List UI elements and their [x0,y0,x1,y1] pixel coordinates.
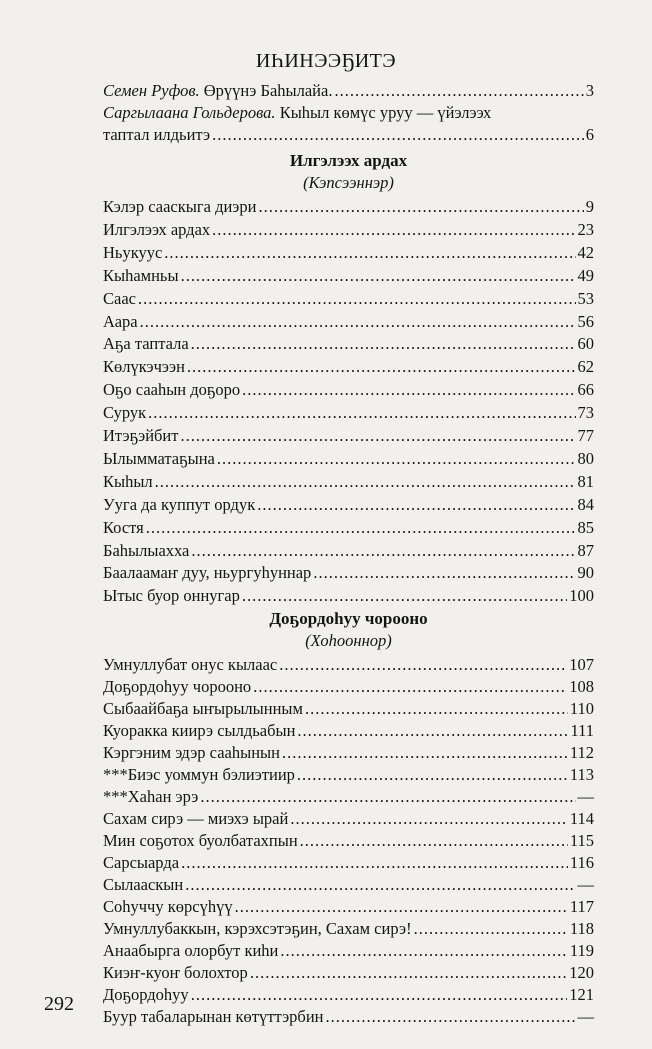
toc-entry [103,852,594,874]
dot-leader [164,242,575,264]
entry-title-continued: таптал илдьитэ [103,125,211,144]
entry-title: Итэҕэйбит [103,426,179,445]
entry-title: Кыһыл [103,471,153,491]
toc-entry [103,786,594,808]
toc-entry [103,585,594,607]
dot-leader [297,764,568,786]
toc-entry [103,124,594,146]
toc-entry [103,830,594,852]
entry-page: 80 [577,448,594,468]
entry-title: Сахам сирэ — миэхэ ырай [103,809,289,828]
entry-title: Көлүкэчээн [103,357,185,377]
entry-title: Баһылыахха [103,540,190,560]
entry-title: Кыһамньы [103,265,179,285]
section-heading: Илгэлээх ардах [289,151,408,170]
toc-entry [103,742,594,764]
toc-entry [103,494,594,516]
toc-entry-first-line [103,102,594,124]
entry-title: Куоракка киирэ сылдьабын [103,721,296,740]
dot-leader [257,494,575,516]
toc-entry [103,333,594,355]
dot-leader [185,874,575,896]
entry-page: 56 [577,311,594,331]
dot-leader [282,742,568,764]
dot-leader [250,962,567,984]
entry-page: 73 [577,403,594,423]
entry-page: 119 [569,941,594,960]
entry-page: 53 [577,288,594,308]
entry-title: Сылааскын [103,875,184,894]
entry-page: 114 [569,809,594,828]
dot-leader [280,940,567,962]
toc-entry [103,379,594,401]
entry-title: Умнуллубат онус кылаас [103,655,278,674]
entry-page: 117 [569,897,594,916]
section-subheading: (Кэпсээннэр) [303,173,394,192]
toc-entry [103,896,594,918]
dot-leader [191,540,575,562]
entry-title: Ууга да куппут ордук [103,494,256,514]
dot-leader [181,852,568,874]
dot-leader [253,676,567,698]
toc-entry [103,219,594,241]
entry-title: Костя [103,517,144,537]
toc-entry [103,425,594,447]
dot-leader [191,333,576,355]
toc-entry [103,764,594,786]
entry-page: — [577,1007,594,1026]
entry-page: 3 [585,81,594,100]
toc-entry [103,402,594,424]
toc-entry [103,80,594,102]
dot-leader [181,265,576,287]
entry-title: ***Биэс уоммун бэлиэтиир [103,765,295,784]
entry-title: Мин соҕотох буолбатахпын [103,831,298,850]
dot-leader [138,288,576,310]
dot-leader [148,402,575,424]
entry-title: Доҕордоһуу чорооно [103,677,252,696]
toc-entry [103,288,594,310]
dot-leader [155,471,576,493]
toc-entry [103,517,594,539]
dot-leader [212,124,584,146]
entry-page: 60 [577,334,594,354]
entry-page: 113 [569,765,594,784]
toc-entry [103,1006,594,1028]
entry-title: Аара [103,311,138,331]
entry-title: Доҕордоһуу [103,985,189,1004]
entry-page: 85 [577,517,594,537]
dot-leader [217,448,576,470]
entry-author: Саргылаана Гольдерова. [103,103,276,122]
toc-entry [103,654,594,676]
entry-page: 23 [577,219,594,239]
toc-entry [103,242,594,264]
toc-entry [103,918,594,940]
entry-page: 9 [585,197,594,216]
entry-page: 66 [577,380,594,400]
toc-entry [103,808,594,830]
entry-title: Оҕо сааһын доҕоро [103,380,241,400]
toc-entry [103,984,594,1006]
dot-leader [180,425,575,447]
toc-entry [103,874,594,896]
entry-page: 112 [569,743,594,762]
entry-page: 120 [569,963,594,982]
toc-entry [103,940,594,962]
dot-leader [200,786,575,808]
entry-author: Семен Руфов. [103,81,200,100]
entry-page: 62 [577,357,594,377]
entry-page: 90 [577,563,594,583]
toc-entry [103,676,594,698]
entry-title: Илгэлээх ардах [103,219,211,239]
toc-entry [103,698,594,720]
dot-leader [242,379,575,401]
entry-page: 42 [577,242,594,262]
dot-leader [297,720,568,742]
dot-leader [140,311,576,333]
dot-leader [300,830,568,852]
toc-entry [103,311,594,333]
toc-entry [103,471,594,493]
entry-page: 110 [569,699,594,718]
dot-leader [279,654,567,676]
entry-title: Баалаамаҥ дуу, ньургуһуннар [103,563,312,583]
entry-title: Ылымматаҕына [103,448,215,468]
dot-leader [187,356,576,378]
entry-title: Кэлэр сааскыга диэри [103,197,257,216]
entry-page: 111 [570,721,594,740]
toc-entry [103,720,594,742]
entry-page: — [577,875,594,894]
entry-title: Ытыс буор оннугар [103,586,240,606]
entry-title: Сурук [103,403,147,423]
dot-leader [334,80,583,102]
toc-entry [103,265,594,287]
dot-leader [313,562,575,584]
entry-title: Кэргэним эдэр сааһынын [103,743,280,762]
toc-entry [103,356,594,378]
section-subheading: (Хоһооннор) [305,631,392,650]
entry-page: 100 [569,586,594,606]
toc-entry [103,562,594,584]
entry-title: ***Хаһан эрэ [103,787,199,806]
entry-title: Ньукуус [103,242,163,262]
entry-title: Киэҥ-куоҥ болохтор [103,963,248,982]
dot-leader [146,517,576,539]
toc-entry [103,962,594,984]
dot-leader [235,896,568,918]
toc-entry [103,540,594,562]
entry-page: 108 [569,677,594,696]
entry-page: 118 [569,919,594,938]
entry-page: 77 [577,426,594,445]
entry-page: 84 [577,494,594,514]
dot-leader [326,1006,576,1028]
dot-leader [242,585,567,607]
entry-page: 107 [569,655,594,674]
dot-leader [414,918,568,940]
dot-leader [258,196,583,218]
entry-page: 87 [577,540,594,560]
entry-page: 116 [569,853,594,872]
entry-page: 49 [577,265,594,285]
entry-title: Саас [103,288,136,308]
entry-title: Буур табаларынан көтүттэрбин [103,1007,324,1026]
entry-page: 121 [569,985,594,1004]
entry-title: Соһуччу көрсүһүү [103,897,233,916]
dot-leader [191,984,568,1006]
entry-title: Анаабырга олорбут киһи [103,941,279,960]
entry-page: 6 [585,125,594,144]
toc-entry [103,448,594,470]
entry-page: 115 [569,831,594,850]
entry-page: 81 [577,471,594,491]
dot-leader [290,808,568,830]
entry-title: Кыһыл көмүс уруу — үйэлээх [279,103,492,122]
dot-leader [305,698,568,720]
entry-title: Сыбаайбаҕа ыҥырылынным [103,699,303,718]
entry-page: — [577,787,594,806]
dot-leader [212,219,575,241]
page-number: 292 [44,993,74,1015]
toc-entry [103,196,594,218]
section-heading: Доҕордоһуу чорооно [269,609,428,628]
page-title: ИҺИНЭЭҔИТЭ [255,50,397,72]
entry-title: Сарсыарда [103,853,180,872]
entry-title: Аҕа таптала [103,334,189,354]
entry-title: Өрүүнэ Баһылайа. [203,81,333,100]
entry-title: Умнуллубаккын, кэрэхсэтэҕин, Сахам сирэ! [103,919,412,938]
